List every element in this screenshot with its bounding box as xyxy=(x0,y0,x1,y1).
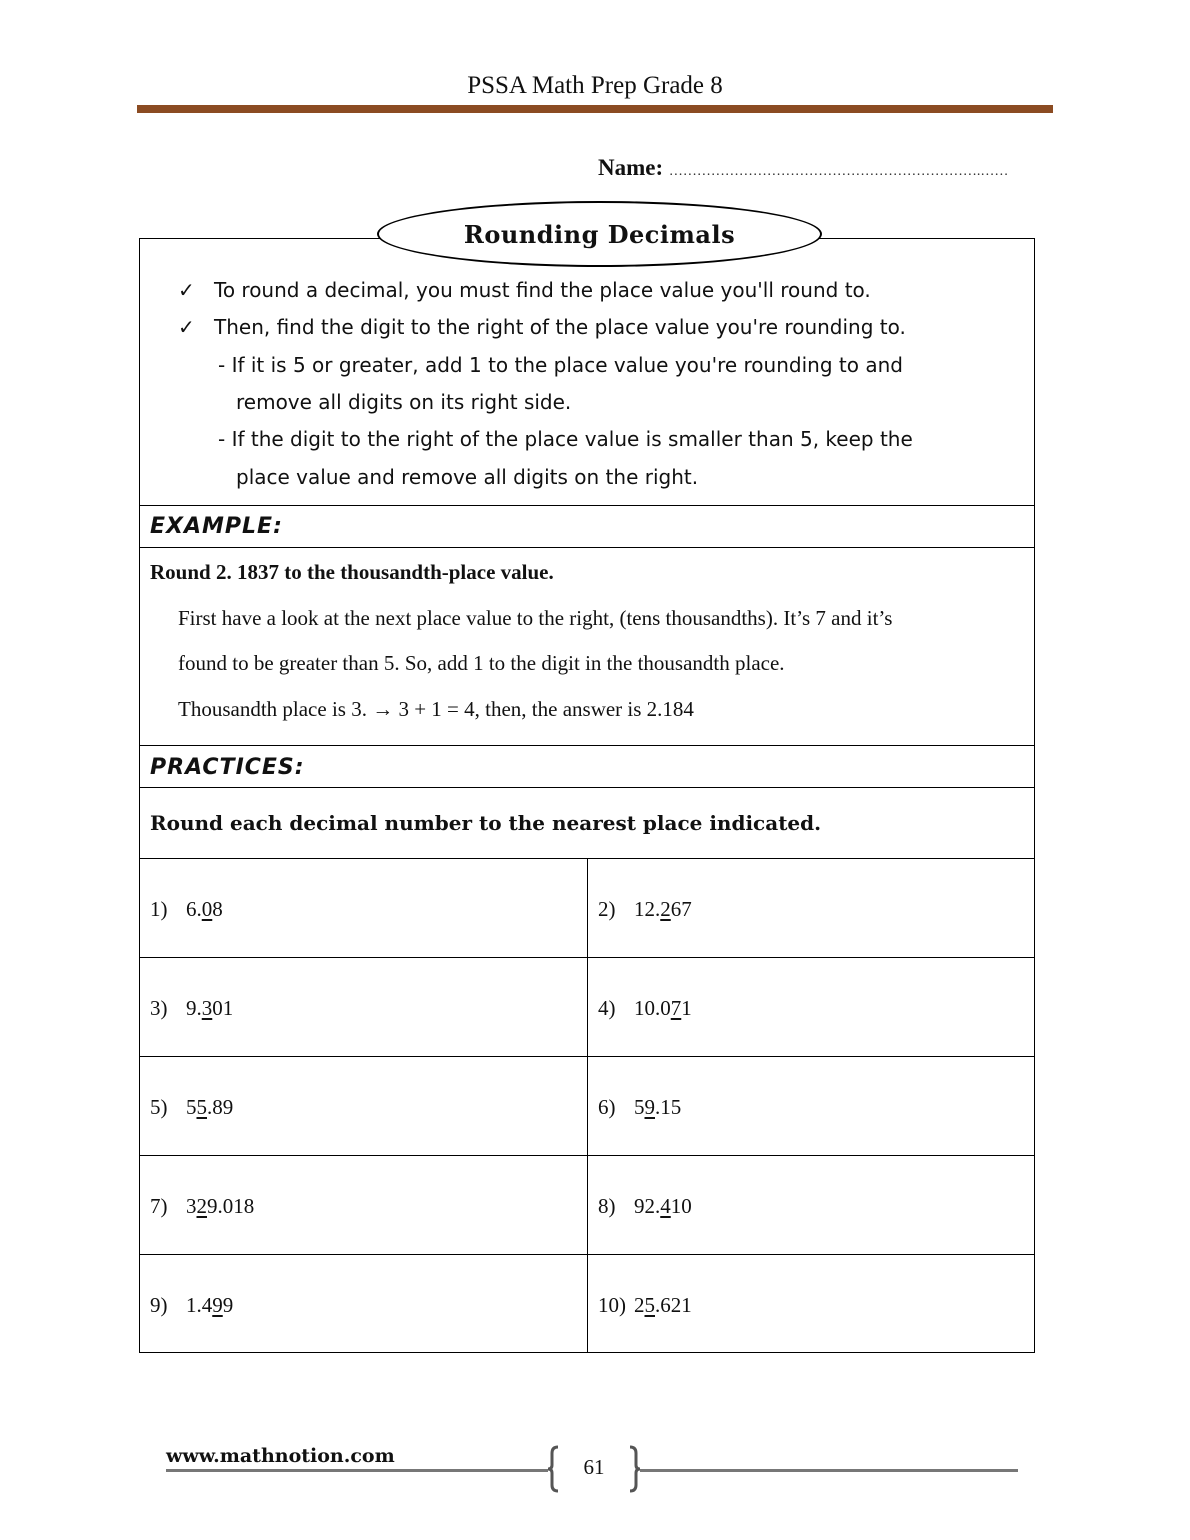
grid-row-divider xyxy=(139,1155,1035,1156)
rule-subitem-1-line1: - If it is 5 or greater, add 1 to the place value you're rounding to and xyxy=(218,353,903,377)
practice-instruction: Round each decimal number to the nearest place indicated. xyxy=(150,811,822,835)
practice-item-3: 3) 9.301 xyxy=(150,996,234,1020)
divider xyxy=(139,745,1035,746)
rule-item-1: To round a decimal, you must find the place value you'll round to. xyxy=(214,278,871,302)
example-label: EXAMPLE: xyxy=(150,514,283,539)
grid-row-divider xyxy=(139,957,1035,958)
rule-item-2: Then, find the digit to the right of the place value you're rounding to. xyxy=(214,315,906,339)
divider xyxy=(139,787,1035,788)
practice-item-8: 8) 92.410 xyxy=(598,1194,692,1218)
practice-item-4: 4) 10.071 xyxy=(598,996,692,1020)
rule-subitem-2-line1: - If the digit to the right of the place value is smaller than 5, keep the xyxy=(218,427,913,451)
practices-label: PRACTICES: xyxy=(150,755,305,780)
practice-item-6: 6) 59.15 xyxy=(598,1095,682,1119)
footer-rule xyxy=(166,1469,548,1472)
example-line-3: Thousandth place is 3. → 3 + 1 = 4, then, the answer is 2.184 xyxy=(178,697,694,721)
name-label: Name: xyxy=(598,155,664,180)
example-question: Round 2. 1837 to the thousandth-place value. xyxy=(150,560,554,584)
practice-item-1: 1) 6.08 xyxy=(150,897,223,921)
footer-rule xyxy=(640,1469,1018,1472)
name-dots: ………………………………………………………….…… xyxy=(668,164,1009,179)
example-line-2: found to be greater than 5. So, add 1 to the digit in the thousandth place. xyxy=(178,651,785,675)
practice-item-9: 9) 1.499 xyxy=(150,1293,234,1317)
practice-item-2: 2) 12.267 xyxy=(598,897,692,921)
rule-subitem-1-line2: remove all digits on its right side. xyxy=(236,390,572,414)
header-title: PSSA Math Prep Grade 8 xyxy=(467,72,723,99)
practice-item-5: 5) 55.89 xyxy=(150,1095,234,1119)
practice-item-7: 7) 329.018 xyxy=(150,1194,255,1218)
checkmark-icon: ✓ xyxy=(178,315,195,339)
worksheet-title: Rounding Decimals xyxy=(377,201,822,267)
footer-url: www.mathnotion.com xyxy=(166,1445,395,1467)
grid-row-divider xyxy=(139,1056,1035,1057)
grid-row-divider xyxy=(139,1254,1035,1255)
rule-subitem-2-line2: place value and remove all digits on the right. xyxy=(236,465,699,489)
checkmark-icon: ✓ xyxy=(178,278,195,302)
divider xyxy=(139,505,1035,506)
name-field xyxy=(598,155,1008,181)
page-number-box xyxy=(548,1443,640,1495)
example-line-1: First have a look at the next place value to the right, (tens thousandths). It’s 7 and it’s xyxy=(178,606,893,630)
page-number: 61 xyxy=(583,1455,605,1479)
header-rule xyxy=(137,105,1053,113)
practice-item-10: 10) 25.621 xyxy=(598,1293,692,1317)
divider xyxy=(139,547,1035,548)
grid-column-divider xyxy=(587,858,588,1353)
